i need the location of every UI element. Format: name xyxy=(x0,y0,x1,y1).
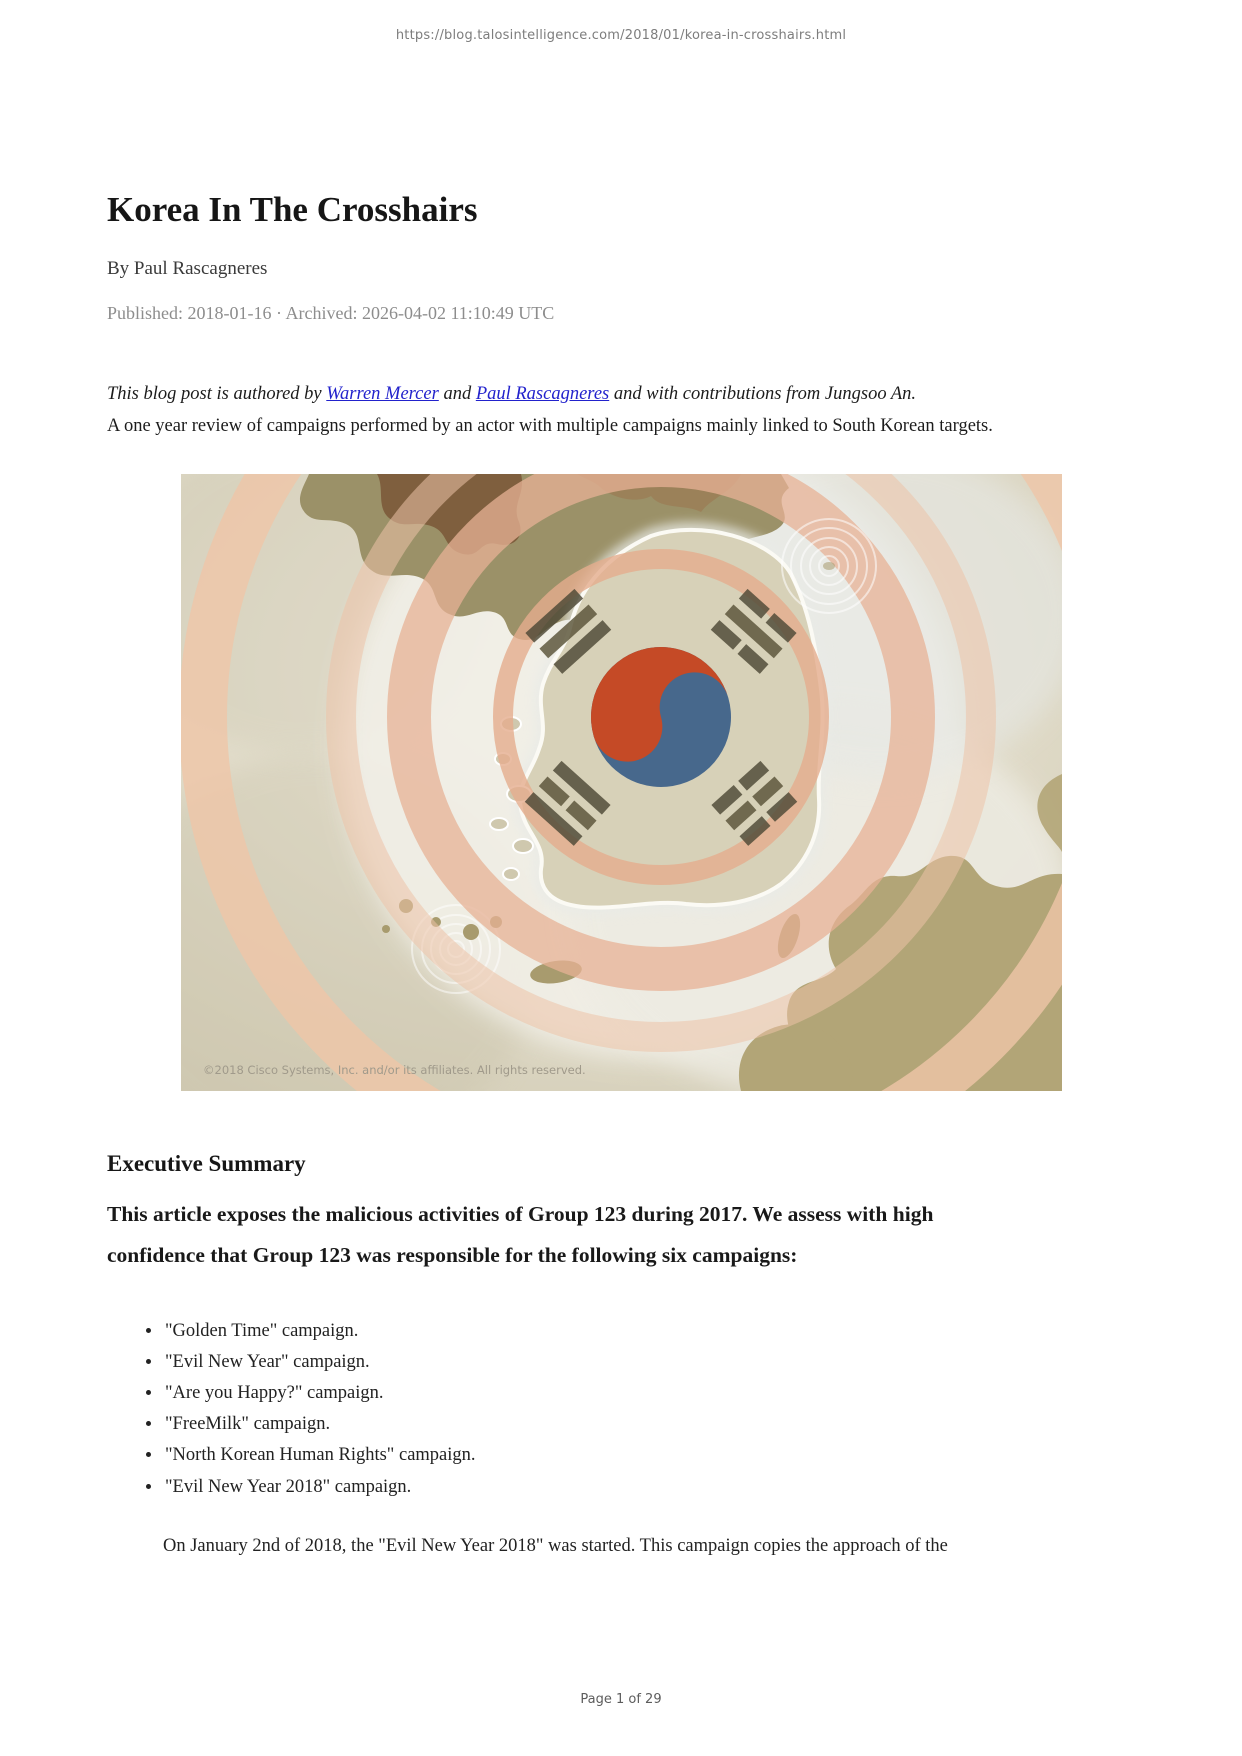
author-link-paul-rascagneres[interactable]: Paul Rascagneres xyxy=(475,384,610,404)
korea-crosshairs-illustration xyxy=(181,474,1062,1091)
intro-authored-line xyxy=(107,384,916,404)
list-item-freemilk: • "FreeMilk" campaign. xyxy=(163,1409,1135,1440)
executive-summary-lead: This article exposes the malicious activities of Group 123 during 2017. We assess with high confidence that Group 123 was responsible for the following six campaigns: xyxy=(107,1201,934,1267)
hero-image xyxy=(181,474,1062,1091)
list-item-nk-human-rights: • "North Korean Human Rights" campaign. xyxy=(163,1440,1135,1471)
article-body xyxy=(107,189,1135,1562)
author-link-warren-mercer[interactable]: Warren Mercer xyxy=(326,384,439,404)
intro-review-sentence: A one year review of campaigns performed by an actor with multiple campaigns mainly linked to South Korean targets. xyxy=(107,415,993,436)
intro-separator: and xyxy=(438,384,476,404)
continuation-paragraph: On January 2nd of 2018, the "Evil New Year 2018" was started. This campaign copies the approach of the xyxy=(163,1535,948,1556)
list-item-evil-new-year-2018: • "Evil New Year 2018" campaign. xyxy=(163,1472,1135,1503)
list-item-golden-time: • "Golden Time" campaign. xyxy=(163,1316,1135,1347)
published-archived-meta: Published: 2018-01-16 · Archived: 2026-04-02 11:10:49 UTC xyxy=(107,303,555,323)
print-header-url: https://blog.talosintelligence.com/2018/01/korea-in-crosshairs.html xyxy=(395,28,847,43)
byline: By Paul Rascagneres xyxy=(107,258,268,279)
executive-summary-heading: Executive Summary xyxy=(107,1150,306,1176)
intro-prefix: This blog post is authored by xyxy=(107,384,327,404)
print-footer-page-number: Page 1 of 29 xyxy=(580,1692,662,1707)
campaign-list xyxy=(107,1316,1135,1502)
intro-paragraph xyxy=(107,379,1135,443)
page-title: Korea In The Crosshairs xyxy=(107,190,478,229)
intro-suffix: and with contributions from Jungsoo An. xyxy=(609,384,917,404)
image-copyright: ©2018 Cisco Systems, Inc. and/or its affiliates. All rights reserved. xyxy=(202,1062,586,1077)
list-item-are-you-happy: • "Are you Happy?" campaign. xyxy=(163,1378,1135,1409)
list-item-evil-new-year: • "Evil New Year" campaign. xyxy=(163,1347,1135,1378)
